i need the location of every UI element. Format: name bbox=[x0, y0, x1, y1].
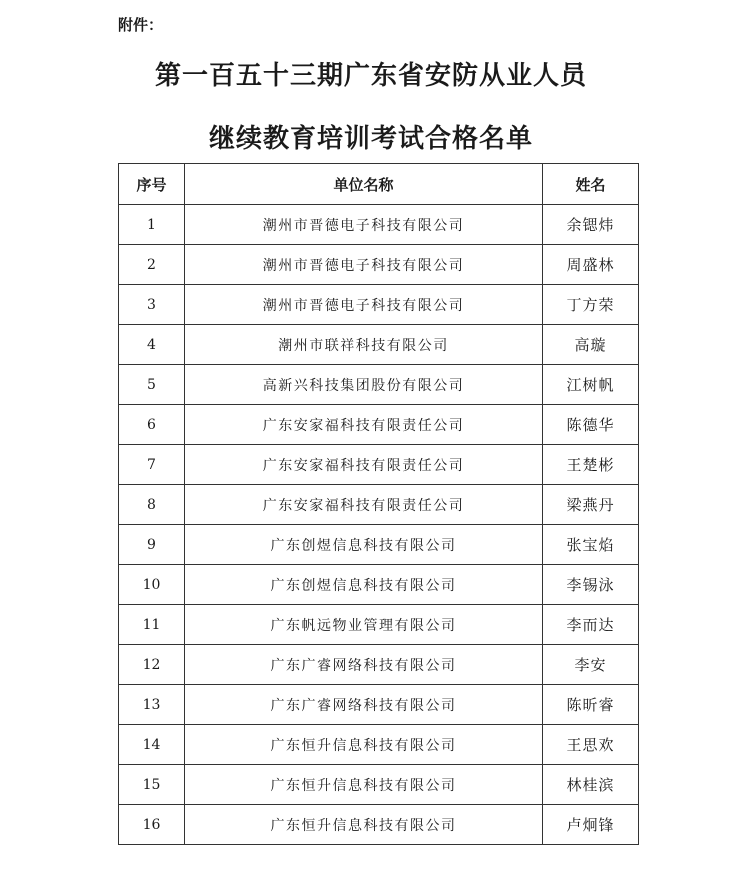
document-title-line-1: 第一百五十三期广东省安防从业人员 bbox=[154, 61, 587, 91]
row-number-cell: 1 bbox=[119, 205, 185, 245]
row-number-cell: 13 bbox=[119, 685, 185, 725]
row-company-cell: 潮州市晋德电子科技有限公司 bbox=[185, 205, 543, 245]
row-company-cell: 潮州市晋德电子科技有限公司 bbox=[185, 285, 543, 325]
table-row bbox=[119, 605, 639, 645]
row-number-cell: 2 bbox=[119, 245, 185, 285]
row-name-cell: 陈昕睿 bbox=[543, 685, 639, 725]
table-row bbox=[119, 485, 639, 525]
row-name-cell: 丁方荣 bbox=[543, 285, 639, 325]
row-name-cell: 周盛林 bbox=[543, 245, 639, 285]
table-row bbox=[119, 325, 639, 365]
row-company-cell: 广东安家福科技有限责任公司 bbox=[185, 485, 543, 525]
row-company-cell: 广东恒升信息科技有限公司 bbox=[185, 765, 543, 805]
table-row bbox=[119, 525, 639, 565]
table-row bbox=[119, 645, 639, 685]
row-company-cell: 广东安家福科技有限责任公司 bbox=[185, 445, 543, 485]
table-row bbox=[119, 765, 639, 805]
attachment-label: 附件： bbox=[118, 16, 164, 34]
row-number-cell: 4 bbox=[119, 325, 185, 365]
row-company-cell: 广东广睿网络科技有限公司 bbox=[185, 645, 543, 685]
row-number-cell: 8 bbox=[119, 485, 185, 525]
row-name-cell: 余锶炜 bbox=[543, 205, 639, 245]
row-company-cell: 潮州市晋德电子科技有限公司 bbox=[185, 245, 543, 285]
row-company-cell: 广东广睿网络科技有限公司 bbox=[185, 685, 543, 725]
row-number-cell: 16 bbox=[119, 805, 185, 845]
row-name-cell: 卢炯锋 bbox=[543, 805, 639, 845]
table-row bbox=[119, 405, 639, 445]
row-name-cell: 王思欢 bbox=[543, 725, 639, 765]
row-name-cell: 王楚彬 bbox=[543, 445, 639, 485]
row-company-cell: 潮州市联祥科技有限公司 bbox=[185, 325, 543, 365]
row-name-cell: 李而达 bbox=[543, 605, 639, 645]
table-row bbox=[119, 445, 639, 485]
row-company-cell: 广东创煜信息科技有限公司 bbox=[185, 525, 543, 565]
row-number-cell: 10 bbox=[119, 565, 185, 605]
row-number-cell: 9 bbox=[119, 525, 185, 565]
table-row bbox=[119, 685, 639, 725]
qualified-list-table bbox=[118, 163, 639, 845]
row-number-cell: 14 bbox=[119, 725, 185, 765]
column-header-number: 序号 bbox=[119, 164, 185, 205]
row-number-cell: 3 bbox=[119, 285, 185, 325]
table-row bbox=[119, 245, 639, 285]
column-header-company: 单位名称 bbox=[185, 164, 543, 205]
row-name-cell: 林桂滨 bbox=[543, 765, 639, 805]
row-number-cell: 11 bbox=[119, 605, 185, 645]
table-header-row bbox=[119, 164, 639, 205]
table-row bbox=[119, 805, 639, 845]
row-name-cell: 梁燕丹 bbox=[543, 485, 639, 525]
row-company-cell: 广东安家福科技有限责任公司 bbox=[185, 405, 543, 445]
row-number-cell: 15 bbox=[119, 765, 185, 805]
document-title-line-2: 继续教育培训考试合格名单 bbox=[208, 124, 533, 154]
row-number-cell: 12 bbox=[119, 645, 185, 685]
table-row bbox=[119, 285, 639, 325]
column-header-name: 姓名 bbox=[543, 164, 639, 205]
table-row bbox=[119, 565, 639, 605]
row-company-cell: 广东创煜信息科技有限公司 bbox=[185, 565, 543, 605]
row-company-cell: 广东恒升信息科技有限公司 bbox=[185, 805, 543, 845]
row-name-cell: 李安 bbox=[543, 645, 639, 685]
table-row bbox=[119, 365, 639, 405]
row-number-cell: 6 bbox=[119, 405, 185, 445]
table-row bbox=[119, 205, 639, 245]
row-name-cell: 李锡泳 bbox=[543, 565, 639, 605]
row-name-cell: 陈德华 bbox=[543, 405, 639, 445]
row-number-cell: 5 bbox=[119, 365, 185, 405]
row-company-cell: 广东帆远物业管理有限公司 bbox=[185, 605, 543, 645]
row-company-cell: 广东恒升信息科技有限公司 bbox=[185, 725, 543, 765]
row-name-cell: 张宝焰 bbox=[543, 525, 639, 565]
row-number-cell: 7 bbox=[119, 445, 185, 485]
row-name-cell: 江树帆 bbox=[543, 365, 639, 405]
table-row bbox=[119, 725, 639, 765]
row-name-cell: 高璇 bbox=[543, 325, 639, 365]
row-company-cell: 高新兴科技集团股份有限公司 bbox=[185, 365, 543, 405]
